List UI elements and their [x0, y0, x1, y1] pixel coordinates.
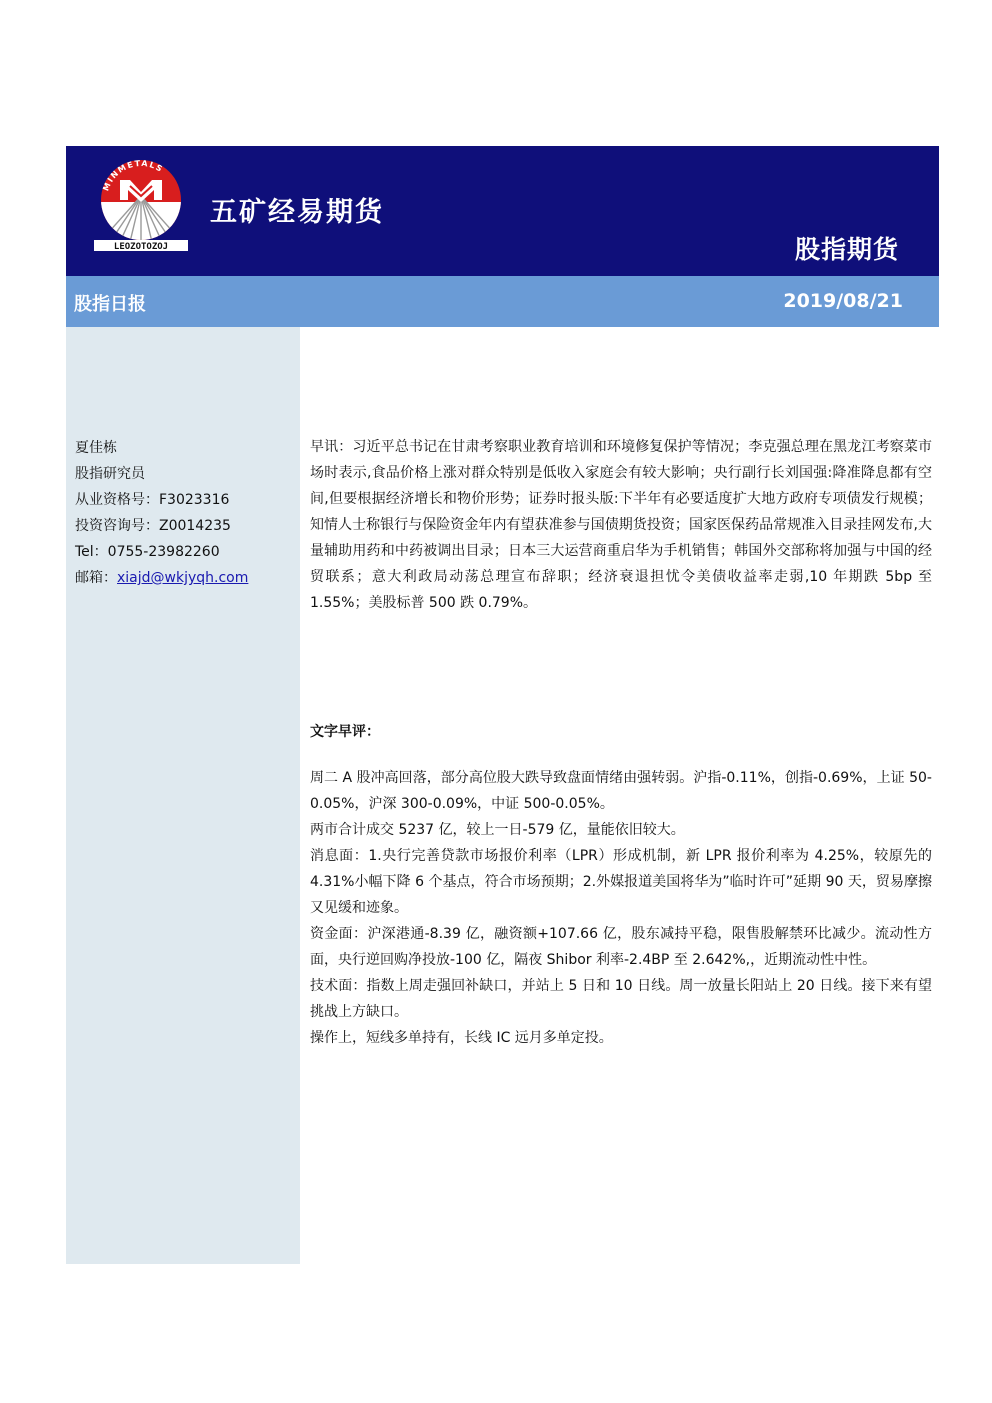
- report-header: [66, 146, 939, 276]
- paragraph-technical: 技术面：指数上周走强回补缺口，并站上 5 日和 10 日线。周一放量长阳站上 20 日线。接下来有望挑战上方缺口。: [310, 978, 932, 1020]
- report-body: [310, 434, 932, 1051]
- analyst-info: [75, 435, 295, 591]
- paragraph-market-summary: 周二 A 股冲高回落，部分高位股大跌导致盘面情绪由强转弱。沪指-0.11%，创指-0.69%，上证 50-0.05%，沪深 300-0.09%，中证 500-0.05%。: [310, 770, 932, 812]
- report-date: 2019/08/21: [783, 290, 903, 312]
- report-type: 股指日报: [74, 294, 146, 315]
- morning-news: 早讯：习近平总书记在甘肃考察职业教育培训和环境修复保护等情况；李克强总理在黑龙江考察菜市场时表示,食品价格上涨对群众特别是低收入家庭会有较大影响；央行副行长刘国强:降准降息都有空间,但要根据经济增长和物价形势；证券时报头版:下半年有必要适度扩大地方政府专项债发行规模；知情人士称银行与保险资金年内有望获准参与国债期货投资；国家医保药品常规准入目录挂网发布,大量辅助用药和中药被调出目录；日本三大运营商重启华为手机销售；韩国外交部称将加强与中国的经贸联系；意大利政局动荡总理宣布辞职；经济衰退担忧令美债收益率走弱,10 年期跌 5bp 至 1.55%；美股标普 500 跌 0.79%。: [310, 439, 932, 611]
- paragraph-news: 消息面：1.央行完善贷款市场报价利率（LPR）形成机制，新 LPR 报价利率为 4.25%，较原先的 4.31%小幅下降 6 个基点，符合市场预期；2.外媒报道美国将华为”临时许可”延期 90 天，贸易摩擦又见缓和迹象。: [310, 848, 932, 916]
- company-name: 五矿经易期货: [210, 197, 384, 228]
- analyst-consulting-number: 投资咨询号：Z0014235: [75, 518, 231, 534]
- paragraph-turnover: 两市合计成交 5237 亿，较上一日-579 亿，量能依旧较大。: [310, 822, 685, 838]
- analyst-email-row: [75, 565, 295, 591]
- paragraph-operation: 操作上，短线多单持有，长线 IC 远月多单定投。: [310, 1030, 613, 1046]
- report-subheader: [66, 276, 939, 327]
- paragraph-funds: 资金面：沪深港通-8.39 亿，融资额+107.66 亿，股东减持平稳，限售股解禁环比减少。流动性方面，央行逆回购净投放-100 亿，隔夜 Shibor 利率-2.4BP 至 2.642%,，近期流动性中性。: [310, 926, 932, 968]
- commentary-title: 文字早评：: [310, 724, 380, 740]
- section-title: 股指期货: [794, 235, 899, 264]
- analyst-sidebar: [66, 327, 300, 1264]
- email-label: 邮箱：: [75, 570, 117, 586]
- analyst-name: 夏佳栋: [75, 440, 117, 456]
- email-link[interactable]: xiajd@wkjyqh.com: [117, 570, 249, 586]
- svg-text:LEOZOTOZOJ: LEOZOTOZOJ: [113, 242, 169, 252]
- svg-text:MINMETALS: MINMETALS: [101, 158, 165, 193]
- analyst-tel: Tel：0755-23982260: [75, 544, 220, 560]
- minmetals-logo: [90, 156, 192, 252]
- analyst-qualification: 从业资格号：F3023316: [75, 492, 230, 508]
- analyst-title: 股指研究员: [75, 466, 145, 482]
- commentary-body: [310, 765, 932, 1051]
